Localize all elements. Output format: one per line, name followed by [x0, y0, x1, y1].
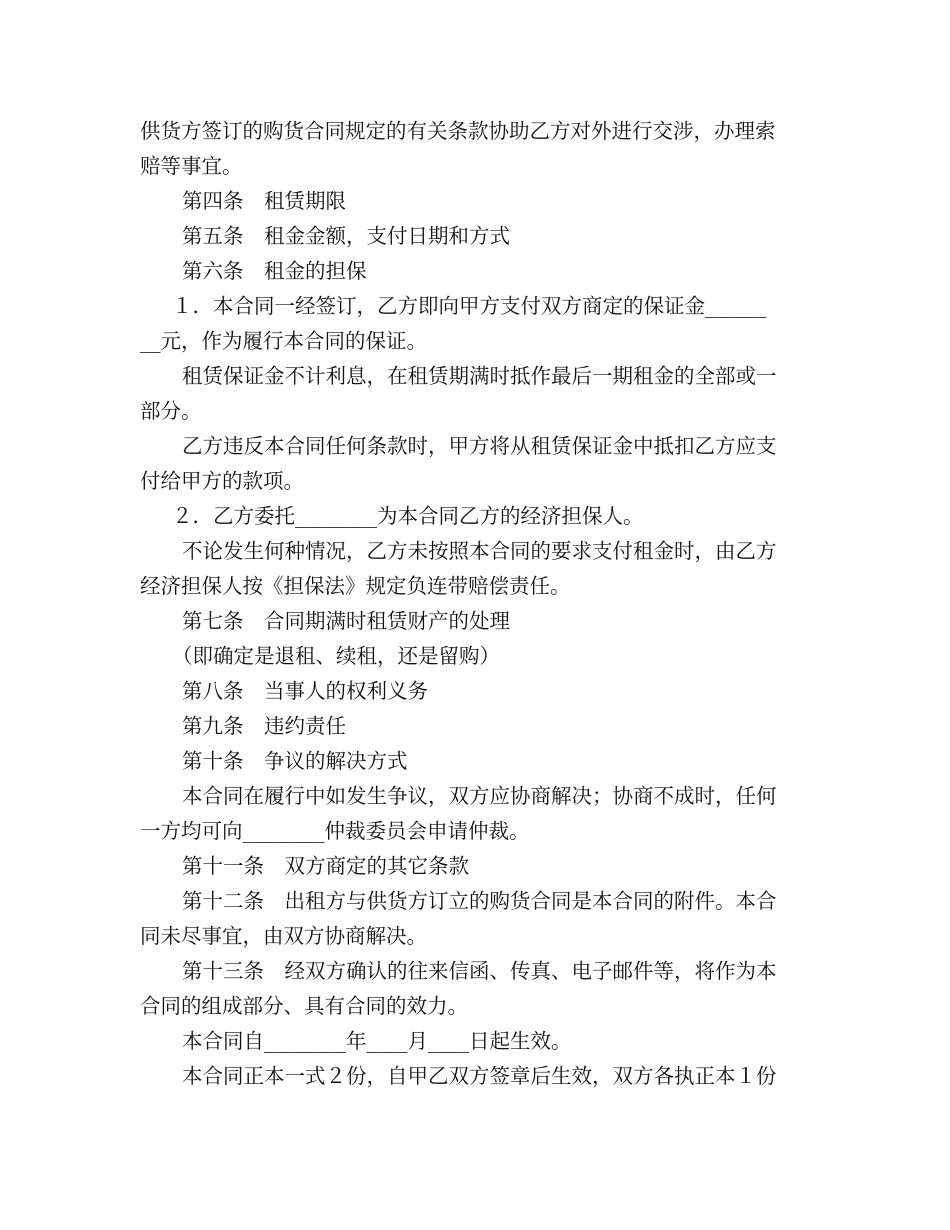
article-heading: 第八条 当事人的权利义务: [182, 679, 428, 703]
paragraph-line: 本合同在履行中如发生争议，双方应协商解决；协商不成时，任何: [182, 784, 777, 808]
article-heading: 第十一条 双方商定的其它条款: [182, 854, 469, 878]
paragraph-line: （即确定是退租、续租，还是留购）: [172, 644, 500, 668]
paragraph-line: 合同的组成部分、具有合同的效力。: [140, 994, 468, 1018]
article-heading: 第六条 租金的担保: [182, 259, 367, 283]
paragraph-line: 租赁保证金不计利息，在租赁期满时抵作最后一期租金的全部或一: [182, 364, 777, 388]
paragraph-line: __元，作为履行本合同的保证。: [140, 329, 427, 353]
paragraph-line: 乙方违反本合同任何条款时，甲方将从租赁保证金中抵扣乙方应支: [182, 434, 777, 458]
paragraph-line: 不论发生何种情况，乙方未按照本合同的要求支付租金时，由乙方: [182, 539, 777, 563]
paragraph-line: １．本合同一经签订，乙方即向甲方支付双方商定的保证金______: [172, 294, 767, 318]
paragraph-line: 本合同自________年____月____日起生效。: [182, 1029, 572, 1053]
article-heading: 第九条 违约责任: [182, 714, 346, 738]
paragraph-line: 同未尽事宜，由双方协商解决。: [140, 924, 427, 948]
paragraph-line: 一方均可向________仲裁委员会申请仲裁。: [140, 819, 530, 843]
article-heading: 第十三条 经双方确认的往来信函、传真、电子邮件等，将作为本: [182, 959, 777, 983]
paragraph-line: 赔等事宜。: [140, 154, 243, 178]
article-heading: 第七条 合同期满时租赁财产的处理: [182, 609, 510, 633]
article-heading: 第十二条 出租方与供货方订立的购货合同是本合同的附件。本合: [182, 889, 777, 913]
paragraph-line: 经济担保人按《担保法》规定负连带赔偿责任。: [140, 574, 571, 598]
paragraph-line: 付给甲方的款项。: [140, 469, 304, 493]
article-heading: 第四条 租赁期限: [182, 189, 346, 213]
article-heading: 第五条 租金金额，支付日期和方式: [182, 224, 510, 248]
paragraph-line: 本合同正本一式２份，自甲乙双方签章后生效，双方各执正本１份: [182, 1064, 777, 1088]
paragraph-line: 部分。: [140, 399, 202, 423]
article-heading: 第十条 争议的解决方式: [182, 749, 408, 773]
paragraph-line: 供货方签订的购货合同规定的有关条款协助乙方对外进行交涉，办理索: [140, 119, 776, 143]
paragraph-line: ２．乙方委托________为本合同乙方的经济担保人。: [172, 504, 644, 528]
